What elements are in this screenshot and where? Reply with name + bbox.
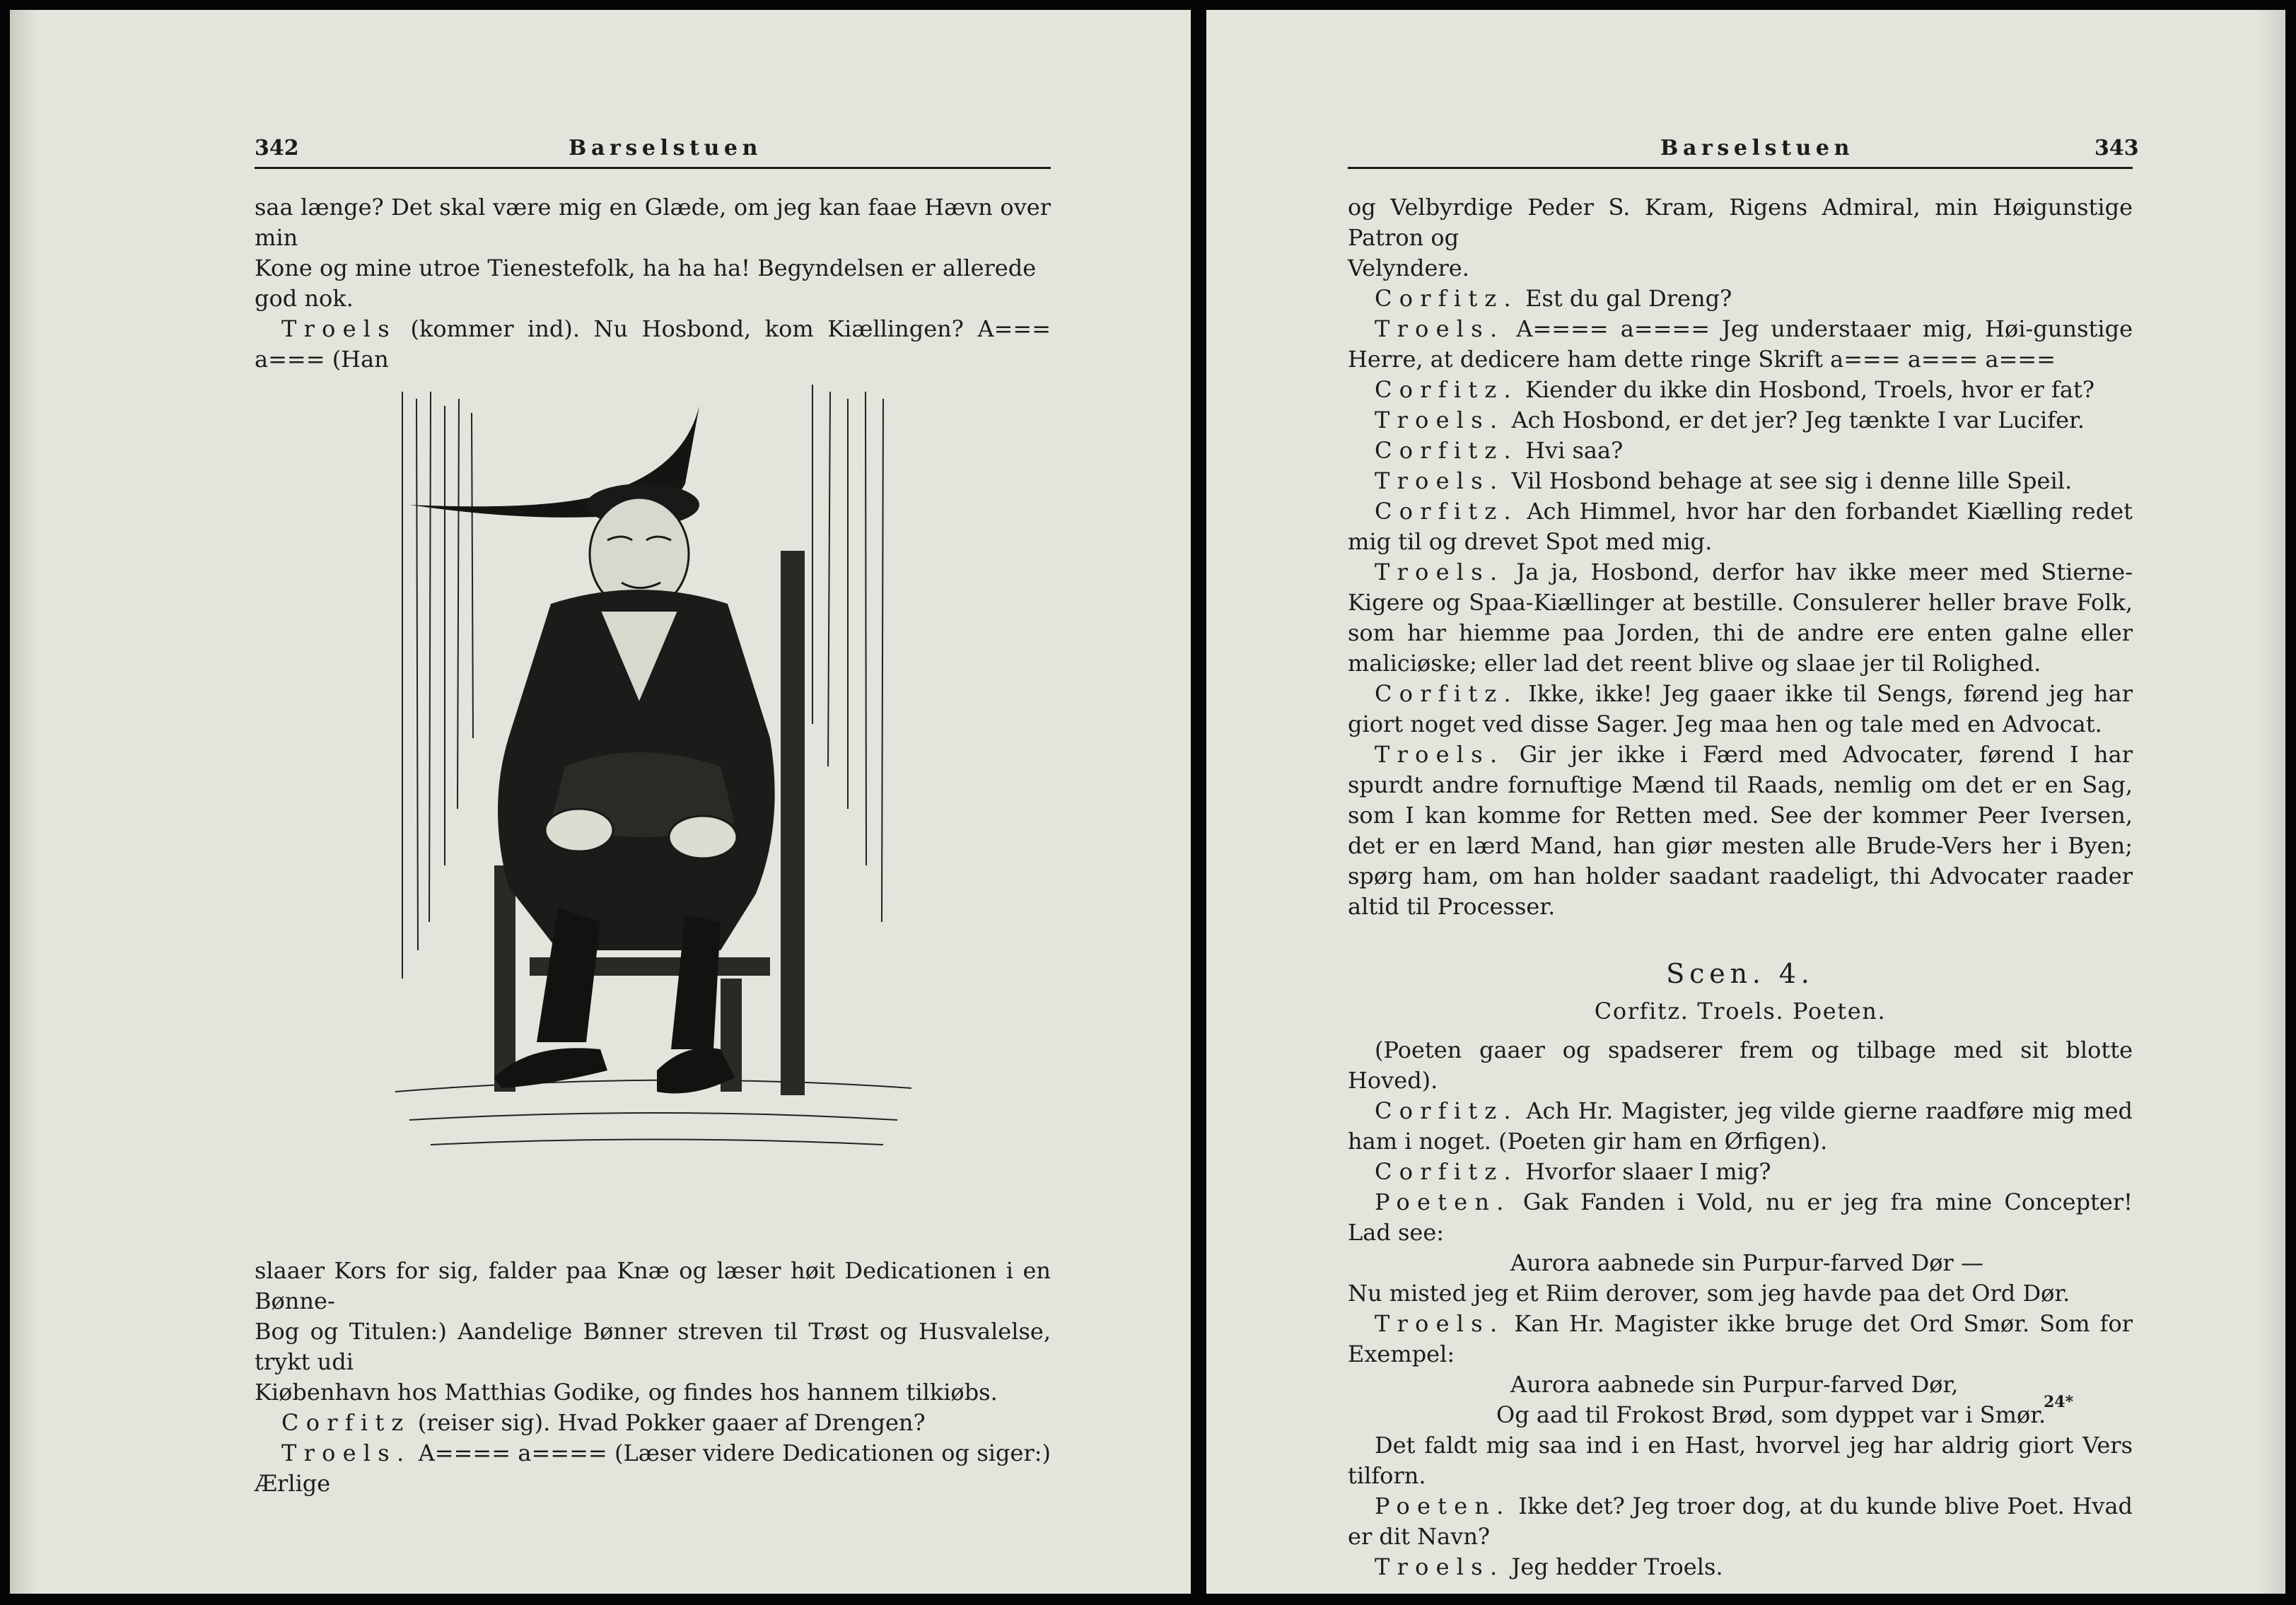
dialogue-line — [1348, 1157, 2133, 1187]
speech: Ach Hosbond, er det jer? Jeg tænkte I var Lucifer. — [1504, 407, 2085, 433]
text-line: og Velbyrdige Peder S. Kram, Rigens Admiral, min Høigunstige Patron og — [1348, 194, 2133, 251]
speaker-name: Poeten. — [1375, 1189, 1511, 1215]
speech: A==== a==== Jeg understaaer mig, Høi-gunstige Herre, at dedicere ham dette ringe Skrift a=== a=== a=== — [1348, 315, 2133, 373]
speech: Ikke det? Jeg troer dog, at du kunde blive Poet. Hvad er dit Navn? — [1348, 1493, 2133, 1550]
dialogue-line — [1348, 679, 2133, 740]
right-text — [1348, 192, 2133, 1582]
speech: Kan Hr. Magister ikke bruge det Ord Smør. Som for Exempel: — [1348, 1310, 2133, 1367]
speech: (kommer ind). Nu Hosbond, kom Kiællingen? A=== a=== (Han — [255, 315, 1051, 373]
dialogue-line — [1348, 1309, 2133, 1370]
speaker-name: Troels. — [1375, 1553, 1505, 1580]
speaker-name: Corfitz. — [1375, 376, 1518, 403]
verse-line: Og aad til Frokost Brød, som dyppet var i Smør. — [1496, 1401, 2046, 1428]
speaker-name: Troels — [281, 315, 397, 342]
speaker-name: Corfitz. — [1375, 437, 1518, 464]
speaker-name: Troels. — [1375, 467, 1505, 494]
speaker-name: Troels. — [1375, 1310, 1505, 1337]
speech: Hvi saa? — [1517, 437, 1624, 464]
speech: Hvorfor slaaer I mig? — [1517, 1158, 1771, 1185]
speaker-name: Corfitz. — [1375, 285, 1518, 312]
speech: Jeg hedder Troels. — [1504, 1553, 1723, 1580]
speech: Est du gal Dreng? — [1517, 285, 1732, 312]
dialogue-line — [1348, 375, 2133, 405]
dialogue-line — [1348, 1491, 2133, 1552]
dialogue-line — [1348, 1552, 2133, 1582]
speech: (reiser sig). Hvad Pokker gaaer af Drengen? — [410, 1409, 926, 1436]
text-line: Velyndere. — [1348, 255, 1469, 281]
text-line: Bog og Titulen:) Aandelige Bønner streven til Trøst og Husvalelse, trykt udi — [255, 1318, 1051, 1375]
dialogue-line — [1348, 1187, 2133, 1248]
text-line: slaaer Kors for sig, falder paa Knæ og læser høit Dedicationen i en Bønne- — [255, 1257, 1051, 1314]
speech: Kiender du ikke din Hosbond, Troels, hvor er fat? — [1517, 376, 2094, 403]
speaker-name: Troels. — [1375, 559, 1505, 585]
speaker-name: Corfitz. — [1375, 680, 1518, 707]
speech: A==== a==== (Læser videre Dedicationen og siger:) Ærlige — [255, 1440, 1051, 1497]
man-in-chair-illustration — [388, 370, 926, 1166]
speaker-name: Troels. — [1375, 741, 1505, 768]
text-line: Det faldt mig saa ind i en Hast, hvorvel jeg har aldrig giort Vers tilforn. — [1348, 1432, 2133, 1489]
speaker-name: Troels. — [1375, 407, 1505, 433]
scene-characters: Corfitz. Troels. Poeten. — [1594, 998, 1887, 1025]
page-number-left: 342 — [255, 136, 299, 160]
stage-direction: (Poeten gaaer og spadserer frem og tilbage med sit blotte Hoved). — [1348, 1037, 2133, 1094]
dialogue-line — [1348, 466, 2133, 496]
header-rule-right — [1348, 167, 2133, 169]
dialogue-line — [1348, 284, 2133, 314]
dialogue-line — [1348, 314, 2133, 375]
page-edge — [2257, 10, 2285, 1594]
left-bottom-text — [255, 1256, 1051, 1499]
page-edge — [10, 10, 38, 1594]
dialogue-line — [1348, 557, 2133, 679]
speaker-name: Corfitz — [281, 1409, 411, 1436]
dialogue-line — [1348, 496, 2133, 557]
speech: Ach Himmel, hvor har den forbandet Kiælling redet mig til og drevet Spot med mig. — [1348, 498, 2133, 555]
dialogue-line — [255, 1438, 1051, 1499]
speech: Vil Hosbond behage at see sig i denne lille Speil. — [1504, 467, 2073, 494]
speaker-name: Poeten. — [1375, 1493, 1511, 1519]
left-top-text — [255, 192, 1051, 375]
speech: Ikke, ikke! Jeg gaaer ikke til Sengs, førend jeg har giort noget ved disse Sager. Jeg maa hen og tale med en Advocat. — [1348, 680, 2133, 737]
dialogue-line — [1348, 436, 2133, 466]
left-page — [10, 10, 1191, 1594]
verse-line: Aurora aabnede sin Purpur-farved Dør, — [1510, 1371, 1959, 1398]
dialogue-line — [255, 314, 1051, 375]
text-line: god nok. — [255, 285, 354, 312]
signature-mark: 24* — [2044, 1393, 2074, 1411]
text-line: Kiøbenhavn hos Matthias Godike, og findes hos hannem tilkiøbs. — [255, 1379, 998, 1406]
speech: Gak Fanden i Vold, nu er jeg fra mine Concepter! Lad see: — [1348, 1189, 2133, 1246]
speaker-name: Troels. — [1375, 315, 1505, 342]
speech: Gir jer ikke i Færd med Advocater, førend I har spurdt andre fornuftige Mænd til Raads, nemlig om det er en Sag, som I kan komme for Retten med. See der kommer Peer Iversen, det er en lærd Mand, han giør mesten alle Brude-Vers her i Byen; spørg ham, om han holder saadant raadeligt, thi Advocater raader altid til Processer. — [1348, 741, 2133, 920]
speech: Ja ja, Hosbond, derfor hav ikke meer med Stierne-Kigere og Spaa-Kiællinger at bestille. Consulerer heller brave Folk, som har hiemme paa Jorden, thi de andre ere enten galne eller maliciøske; eller lad det reent blive og slaae jer til Rolighed. — [1348, 559, 2133, 677]
dialogue-line — [1348, 1096, 2133, 1157]
right-page — [1206, 10, 2285, 1594]
text-line: Kone og mine utroe Tienestefolk, ha ha ha! Begyndelsen er allerede — [255, 255, 1037, 281]
speaker-name: Corfitz. — [1375, 1158, 1518, 1185]
speech: Ach Hr. Magister, jeg vilde gierne raadføre mig med ham i noget. (Poeten gir ham en Ørfigen). — [1348, 1097, 2133, 1155]
speaker-name: Troels. — [281, 1440, 412, 1466]
scene-title: Scen. 4. — [1666, 958, 1814, 989]
dialogue-line — [1348, 405, 2133, 436]
speaker-name: Corfitz. — [1375, 498, 1518, 525]
speaker-name: Corfitz. — [1375, 1097, 1518, 1124]
header-rule-left — [255, 167, 1051, 169]
page-number-right: 343 — [2094, 136, 2139, 160]
verse-line: Aurora aabnede sin Purpur-farved Dør — — [1510, 1249, 1983, 1276]
text-line: Nu misted jeg et Riim derover, som jeg havde paa det Ord Dør. — [1348, 1280, 2070, 1307]
running-head-left: Barselstuen — [569, 136, 763, 160]
text-line: saa længe? Det skal være mig en Glæde, om jeg kan faae Hævn over min — [255, 194, 1051, 251]
dialogue-line — [1348, 740, 2133, 922]
dialogue-line — [255, 1408, 1051, 1438]
running-head-right: Barselstuen — [1660, 136, 1855, 160]
